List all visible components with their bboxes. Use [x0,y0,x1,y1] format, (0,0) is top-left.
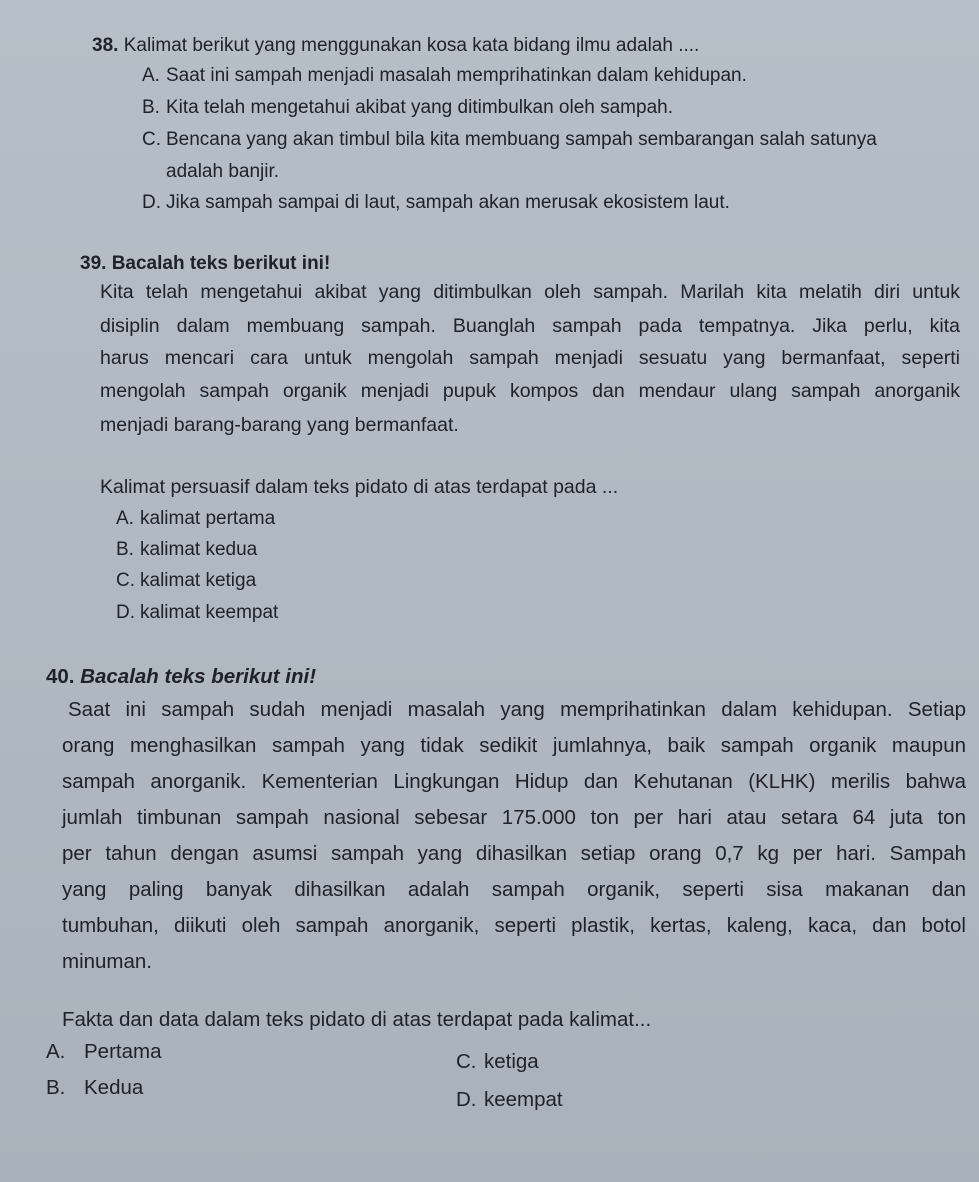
q39-option-a-text: kalimat pertama [140,508,276,529]
q39-number: 39. [80,253,107,274]
q40-option-c-letter: C. [456,1050,477,1073]
q38-option-a-letter: A. [142,65,160,86]
q39-passage-line-1: Kita telah mengetahui akibat yang ditimbulkan oleh sampah. Marilah kita melatih diri untuk [100,281,960,303]
q40-option-a-text: Pertama [84,1040,162,1063]
q40-option-c [456,1050,539,1074]
q39-title [80,252,330,276]
q38-option-c-letter: C. [142,129,161,150]
q40-passage-line-2: orang menghasilkan sampah yang tidak sedikit jumlahnya, baik sampah organik maupun [62,734,966,757]
q38-option-d [142,191,730,215]
q39-passage-line-4: mengolah sampah organik menjadi pupuk kompos dan mendaur ulang sampah anorganik [100,380,960,402]
q40-passage-line-8: minuman. [62,950,153,973]
q39-option-b-letter: B. [116,539,134,560]
q40-option-a-letter: A. [46,1040,66,1063]
q39-passage-line-3: harus mencari cara untuk mengolah sampah menjadi sesuatu yang bermanfaat, seperti [100,347,960,369]
q39-option-a-letter: A. [116,508,134,529]
q39-passage-line-2: disiplin dalam membuang sampah. Buanglah sampah pada tempatnya. Jika perlu, kita [100,315,960,337]
q39-passage-line-5: menjadi barang-barang yang bermanfaat. [100,414,459,436]
q40-passage-line-1: Saat ini sampah sudah menjadi masalah yang memprihatinkan dalam kehidupan. Setiap [68,698,966,721]
q38-option-c [142,128,877,152]
q40-option-d [456,1088,563,1112]
q40-option-b-letter: B. [46,1076,66,1099]
q38-number: 38. [92,35,119,56]
q39-option-b-text: kalimat kedua [140,539,258,560]
q40-option-d-text: keempat [484,1088,563,1111]
q40-passage-line-3: sampah anorganik. Kementerian Lingkungan Hidup dan Kehutanan (KLHK) merilis bahwa [62,770,966,793]
q38-option-a [142,64,747,88]
q39-option-c-letter: C. [116,570,135,591]
q38-option-b-letter: B. [142,97,160,118]
q40-option-d-letter: D. [456,1088,477,1111]
q40-title [46,665,316,689]
q40-passage-line-7: tumbuhan, diikuti oleh sampah anorganik, seperti plastik, kertas, kaleng, kaca, dan botol [62,914,966,937]
q39-title-text: Bacalah teks berikut ini! [111,253,331,274]
q40-option-c-text: ketiga [484,1050,539,1073]
q39-option-d-letter: D. [116,602,135,623]
q38-option-b-text: Kita telah mengetahui akibat yang ditimbulkan oleh sampah. [166,97,673,118]
q38-option-a-text: Saat ini sampah menjadi masalah memprihatinkan dalam kehidupan. [166,65,747,86]
q40-title-text: Bacalah teks berikut ini! [80,665,317,688]
q39-option-c [116,569,256,593]
q40-number: 40. [46,665,75,688]
q38-prompt-text: Kalimat berikut yang menggunakan kosa kata bidang ilmu adalah .... [123,35,700,56]
q39-option-d-text: kalimat keempat [140,602,279,623]
q38-option-b [142,96,673,120]
q40-option-a [46,1040,161,1064]
q38-option-c-text: Bencana yang akan timbul bila kita membuang sampah sembarangan salah satunya [166,129,877,150]
q39-option-c-text: kalimat ketiga [140,570,257,591]
q40-passage-line-5: per tahun dengan asumsi sampah yang dihasilkan setiap orang 0,7 kg per hari. Sampah [62,842,966,865]
q39-option-a [116,507,275,531]
q38-option-c-continuation: adalah banjir. [166,161,280,182]
q39-option-d [116,601,278,625]
q38-option-d-letter: D. [142,192,161,213]
q40-passage-line-6: yang paling banyak dihasilkan adalah sampah organik, seperti sisa makanan dan [62,878,966,901]
q38-option-d-text: Jika sampah sampai di laut, sampah akan merusak ekosistem laut. [166,192,730,213]
q40-option-b-text: Kedua [84,1076,144,1099]
q39-option-b [116,538,257,562]
q40-question: Fakta dan data dalam teks pidato di atas terdapat pada kalimat... [62,1008,652,1031]
q40-option-b [46,1076,143,1100]
q40-passage-line-4: jumlah timbunan sampah nasional sebesar 175.000 ton per hari atau setara 64 juta ton [62,806,966,829]
q38-prompt [92,34,699,58]
q39-question: Kalimat persuasif dalam teks pidato di atas terdapat pada ... [100,476,619,498]
